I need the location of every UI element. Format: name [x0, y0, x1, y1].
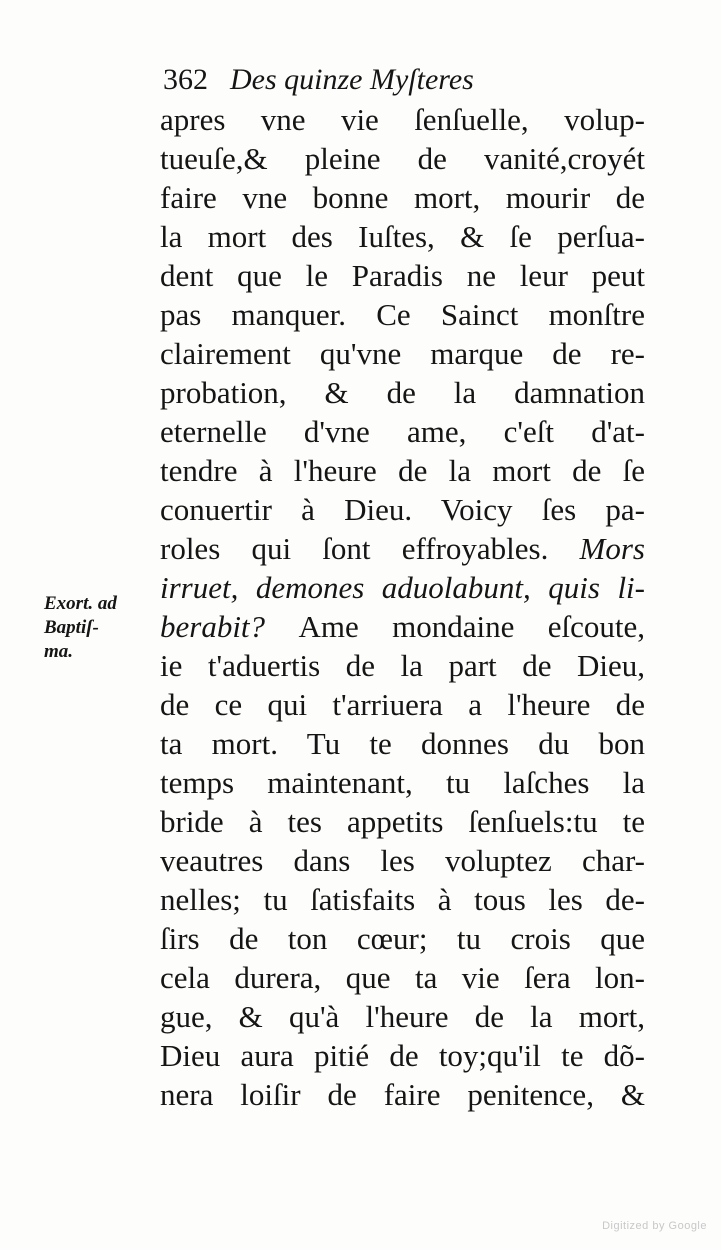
text-line — [160, 100, 645, 139]
text-segment: ta mort. Tu te donnes du bon — [160, 726, 645, 761]
text-segment: temps maintenant, tu laſches la — [160, 765, 645, 800]
text-segment: bride à tes appetits ſenſuels:tu te — [160, 804, 645, 839]
text-segment: tendre à l'heure de la mort de ſe — [160, 453, 645, 488]
text-line — [160, 451, 645, 490]
text-line — [160, 841, 645, 880]
text-line — [160, 958, 645, 997]
text-line — [160, 607, 645, 646]
running-title: Des quinze Myſteres — [230, 63, 474, 96]
text-segment: roles qui ſont effroyables. — [160, 531, 580, 566]
text-segment: la mort des Iuſtes, & ſe perſua- — [160, 219, 645, 254]
margin-note-line: Exort. ad — [44, 593, 117, 614]
text-line — [160, 412, 645, 451]
text-segment: eternelle d'vne ame, c'eſt d'at- — [160, 414, 645, 449]
text-line — [160, 295, 645, 334]
text-line — [160, 880, 645, 919]
text-segment: tueuſe,& pleine de vanité,croyét — [160, 141, 645, 176]
text-segment: faire vne bonne mort, mourir de — [160, 180, 645, 215]
text-line — [160, 724, 645, 763]
text-segment: nera loiſir de faire penitence, & — [160, 1077, 645, 1112]
text-line — [160, 373, 645, 412]
text-line — [160, 1036, 645, 1075]
text-line — [160, 646, 645, 685]
text-line — [160, 568, 645, 607]
text-line — [160, 256, 645, 295]
text-line — [160, 217, 645, 256]
margin-note-line: Baptiſ- — [44, 617, 99, 638]
text-segment: dent que le Paradis ne leur peut — [160, 258, 645, 293]
text-line — [160, 178, 645, 217]
text-segment: pas manquer. Ce Sainct monſtre — [160, 297, 645, 332]
text-line — [160, 763, 645, 802]
text-line — [160, 685, 645, 724]
text-segment: probation, & de la damnation — [160, 375, 645, 410]
text-line — [160, 1075, 645, 1114]
text-segment: gue, & qu'à l'heure de la mort, — [160, 999, 645, 1034]
text-segment: Ame mondaine eſcoute, — [298, 609, 645, 644]
italic-text: Mors — [579, 531, 645, 566]
text-segment: ie t'aduertis de la part de Dieu, — [160, 648, 645, 683]
watermark: Digitized by Google — [602, 1220, 707, 1232]
text-segment: veautres dans les voluptez char- — [160, 843, 645, 878]
text-segment: conuertir à Dieu. Voicy ſes pa- — [160, 492, 645, 527]
italic-text: irruet, demones aduolabunt, quis li- — [160, 570, 645, 605]
text-segment: clairement qu'vne marque de re- — [160, 336, 645, 371]
text-line — [160, 802, 645, 841]
text-segment: ſirs de ton cœur; tu crois que — [160, 921, 645, 956]
page-number: 362 — [163, 63, 208, 96]
text-line — [160, 919, 645, 958]
text-line — [160, 334, 645, 373]
text-segment: Dieu aura pitié de toy;qu'il te dõ- — [160, 1038, 645, 1073]
text-line — [160, 997, 645, 1036]
text-segment: cela durera, que ta vie ſera lon- — [160, 960, 645, 995]
text-segment: nelles; tu ſatisfaits à tous les de- — [160, 882, 645, 917]
italic-text: berabit? — [160, 609, 299, 644]
margin-note-line: ma. — [44, 641, 74, 662]
body-text — [160, 100, 645, 1114]
text-segment: apres vne vie ſenſuelle, volup- — [160, 102, 645, 137]
text-line — [160, 139, 645, 178]
page-header — [163, 60, 643, 100]
text-line — [160, 490, 645, 529]
margin-note — [44, 592, 156, 664]
text-segment: de ce qui t'arriuera a l'heure de — [160, 687, 645, 722]
text-line — [160, 529, 645, 568]
